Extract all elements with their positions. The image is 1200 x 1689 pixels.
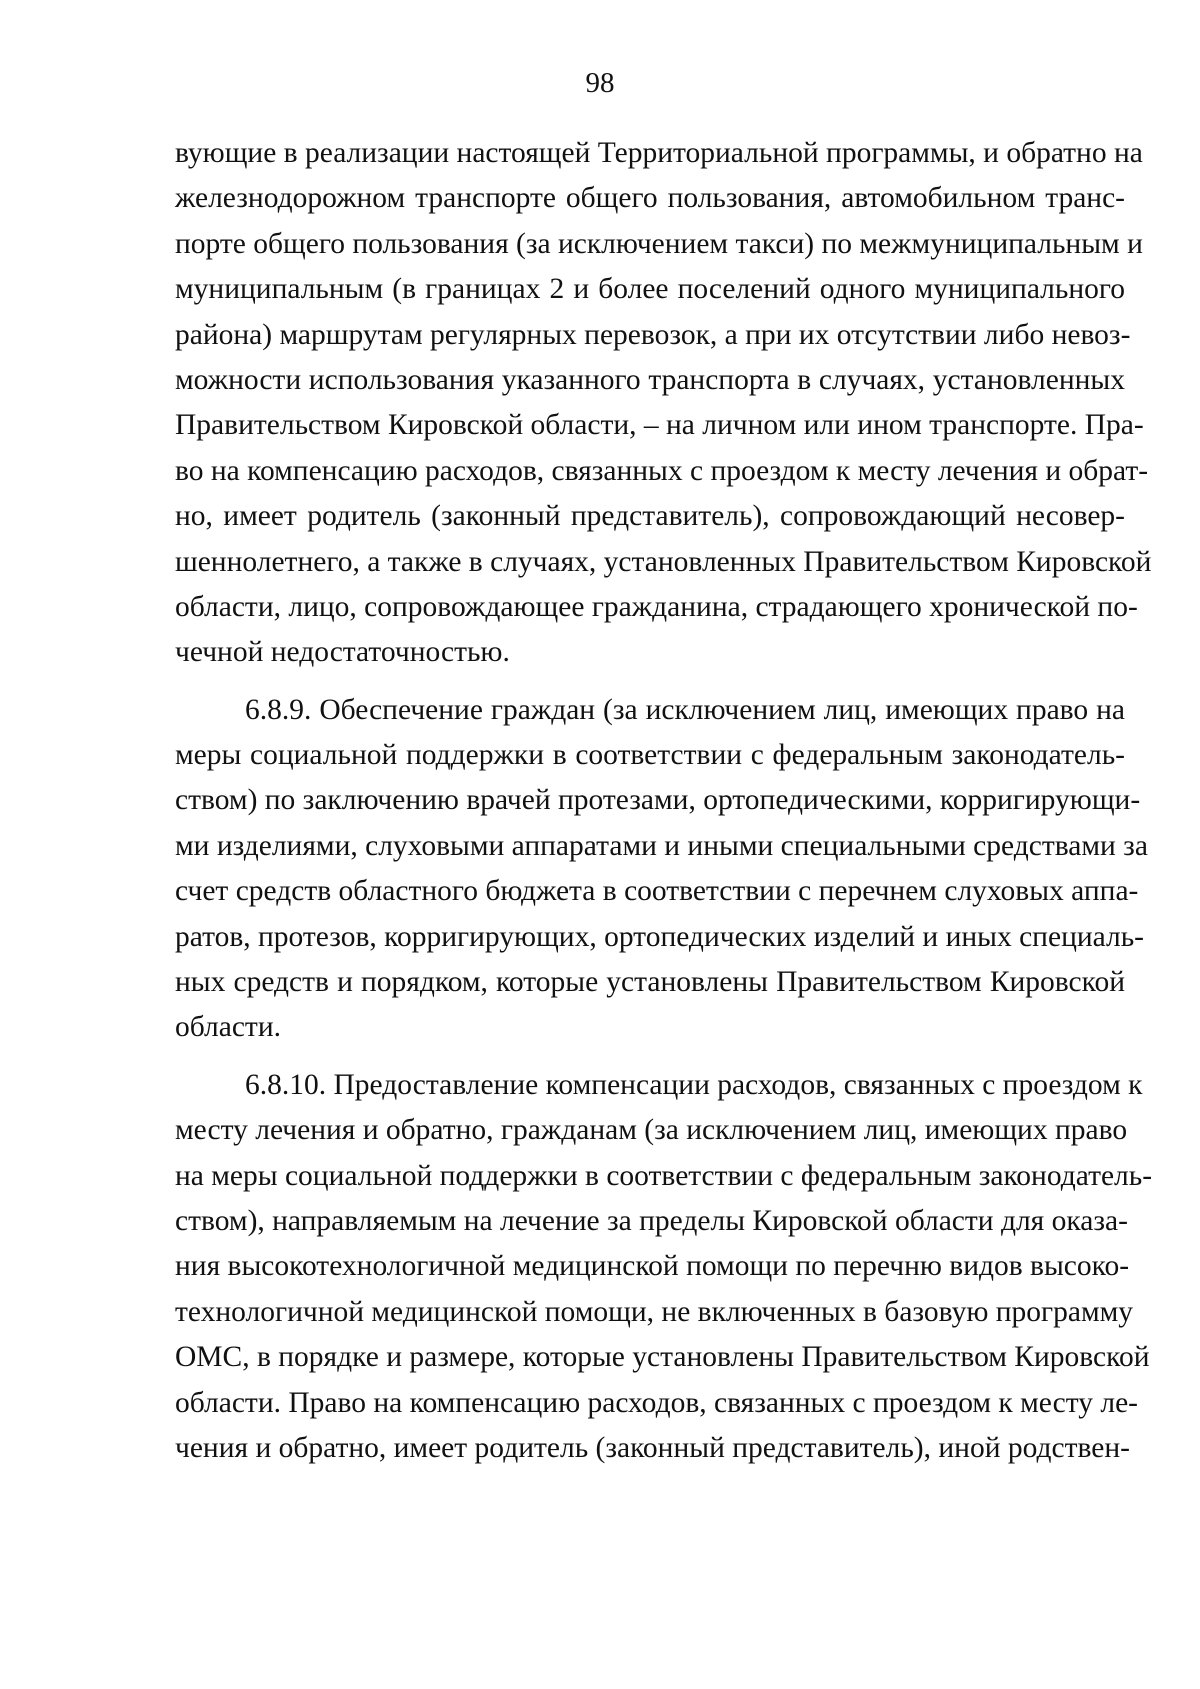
- text-line: порте общего пользования (за исключением такси) по межмуниципальным и: [175, 227, 1143, 260]
- text-line: ством) по заключению врачей протезами, ортопедическими, корригирующи-: [175, 784, 1141, 817]
- text-line: ством), направляемым на лечение за пределы Кировской области для оказа-: [175, 1204, 1128, 1237]
- body-text: [175, 131, 1153, 1471]
- text-line: области. Право на компенсацию расходов, связанных с проездом к месту ле-: [175, 1386, 1138, 1419]
- text-line: счет средств областного бюджета в соответствии с перечнем слуховых аппа-: [175, 875, 1139, 908]
- text-line: муниципальным (в границах 2 и более поселений одного муниципального: [175, 273, 1125, 306]
- text-line: области, лицо, сопровождающее гражданина, страдающего хронической по-: [175, 590, 1138, 623]
- text-line: меры социальной поддержки в соответствии с федеральным законодатель-: [175, 739, 1125, 772]
- text-line: вующие в реализации настоящей Территориальной программы, и обратно на: [175, 137, 1143, 169]
- text-line: Правительством Кировской области, – на личном или ином транспорте. Пра-: [175, 409, 1144, 442]
- paragraph-cont: [175, 131, 1152, 676]
- paragraph-gap: [175, 1051, 1125, 1063]
- text-line: на меры социальной поддержки в соответствии с федеральным законодатель-: [175, 1159, 1153, 1192]
- text-line: во на компенсацию расходов, связанных с проездом к месту лечения и обрат-: [175, 454, 1149, 487]
- text-line: железнодорожном транспорте общего пользования, автомобильном транс-: [175, 182, 1125, 215]
- text-line: технологичной медицинской помощи, не включенных в базовую программу: [175, 1295, 1134, 1328]
- text-line: области.: [175, 1011, 281, 1044]
- text-line: района) маршрутам регулярных перевозок, а при их отсутствии либо невоз-: [175, 318, 1131, 351]
- paragraph-p689: [175, 688, 1148, 1051]
- text-line: месту лечения и обратно, гражданам (за исключением лиц, имеющих право: [175, 1114, 1128, 1147]
- text-line: ОМС, в порядке и размере, которые установлены Правительством Кировской: [175, 1341, 1150, 1374]
- text-line: но, имеет родитель (законный представитель), сопровождающий несовер-: [175, 500, 1125, 533]
- text-line: 6.8.9. Обеспечение граждан (за исключением лиц, имеющих право на: [245, 693, 1125, 726]
- page-number: 98: [585, 67, 615, 99]
- text-line: ми изделиями, слуховыми аппаратами и иными специальными средствами за: [175, 829, 1148, 862]
- text-line: шеннолетнего, а также в случаях, установленных Правительством Кировской: [175, 545, 1152, 578]
- paragraph-p6810: [175, 1063, 1153, 1472]
- text-line: можности использования указанного транспорта в случаях, установленных: [175, 363, 1125, 396]
- text-line: 6.8.10. Предоставление компенсации расходов, связанных с проездом к: [245, 1068, 1143, 1101]
- text-line: ных средств и порядком, которые установлены Правительством Кировской: [175, 966, 1125, 999]
- paragraph-gap: [175, 676, 1125, 688]
- text-line: чения и обратно, имеет родитель (законный представитель), иной родствен-: [175, 1431, 1130, 1464]
- text-line: ния высокотехнологичной медицинской помощи по перечню видов высоко-: [175, 1250, 1130, 1283]
- text-line: чечной недостаточностью.: [175, 636, 510, 669]
- text-line: ратов, протезов, корригирующих, ортопедических изделий и иных специаль-: [175, 920, 1144, 953]
